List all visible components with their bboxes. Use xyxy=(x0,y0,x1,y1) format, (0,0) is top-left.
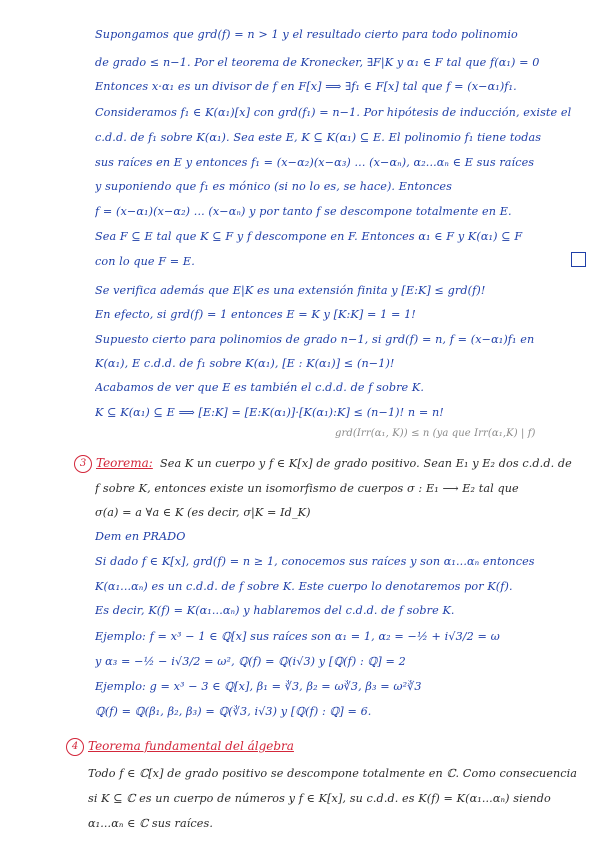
def-line-2: K(α₁...αₙ) es un c.d.d. de f sobre K. Este cuerpo lo denotaremos por K(f). xyxy=(95,580,513,593)
proof-line-4: Consideramos f₁ ∈ K(α₁)[x] con grd(f₁) = n−1. Por hipótesis de inducción, existe el xyxy=(95,106,572,119)
example-line-2: y α₃ = −½ − i√3/2 = ω², ℚ(f) = ℚ(i√3) y [ℚ(f) : ℚ] = 2 xyxy=(95,655,406,668)
dem-line: Dem en PRADO xyxy=(95,530,186,543)
degree-line-4: K(α₁), E c.d.d. de f₁ sobre K(α₁), [E : K(α₁)] ≤ (n−1)! xyxy=(95,357,395,370)
def-line-1: Si dado f ∈ K[x], grd(f) = n ≥ 1, conocemos sus raíces y son α₁...αₙ entonces xyxy=(95,555,535,568)
section-4-title: Teorema fundamental del álgebra xyxy=(88,739,294,753)
margin-note: grd(Irr(α₁, K)) ≤ n (ya que Irr(α₁,K) | f) xyxy=(335,428,536,439)
section-4-number: 4 xyxy=(66,738,84,756)
example-line-3: Ejemplo: g = x³ − 3 ∈ ℚ[x], β₁ = ∛3, β₂ = ω∛3, β₃ = ω²∛3 xyxy=(95,680,422,693)
proof-line-10: con lo que F = E. xyxy=(95,255,195,268)
fta-line-2: si K ⊆ ℂ es un cuerpo de números y f ∈ K[x], su c.d.d. es K(f) = K(α₁...αₙ) siendo xyxy=(88,792,551,805)
proof-line-5: c.d.d. de f₁ sobre K(α₁). Sea este E, K ⊆ K(α₁) ⊆ E. El polinomio f₁ tiene todas xyxy=(95,131,542,144)
theorem-line-2: f sobre K, entonces existe un isomorfismo de cuerpos σ : E₁ ⟶ E₂ tal que xyxy=(95,482,519,495)
section-3-number: 3 xyxy=(74,455,92,473)
proof-line-7: y suponiendo que f₁ es mónico (si no lo es, se hace). Entonces xyxy=(95,180,452,193)
example-line-4: ℚ(f) = ℚ(β₁, β₂, β₃) = ℚ(∛3, i√3) y [ℚ(f) : ℚ] = 6. xyxy=(95,705,372,718)
def-line-3: Es decir, K(f) = K(α₁...αₙ) y hablaremos del c.d.d. de f sobre K. xyxy=(95,604,455,617)
proof-line-1: Supongamos que grd(f) = n > 1 y el resultado cierto para todo polinomio xyxy=(95,28,518,41)
proof-line-6: sus raíces en E y entonces f₁ = (x−α₂)(x−α₃) ... (x−αₙ), α₂...αₙ ∈ E sus raíces xyxy=(95,156,535,169)
theorem-line-1: Sea K un cuerpo y f ∈ K[x] de grado positivo. Sean E₁ y E₂ dos c.d.d. de xyxy=(160,457,572,470)
degree-line-6: K ⊆ K(α₁) ⊆ E ⟹ [E:K] = [E:K(α₁)]·[K(α₁):K] ≤ (n−1)! n = n! xyxy=(95,406,444,419)
degree-line-1: Se verifica además que E|K es una extensión finita y [E:K] ≤ grd(f)! xyxy=(95,284,486,297)
theorem-line-3: σ(a) = a ∀a ∈ K (es decir, σ|K = Id_K) xyxy=(95,506,311,519)
example-line-1: Ejemplo: f = x³ − 1 ∈ ℚ[x] sus raíces son α₁ = 1, α₂ = −½ + i√3/2 = ω xyxy=(95,630,500,643)
proof-line-3: Entonces x·α₁ es un divisor de f en F[x] ⟹ ∃f₁ ∈ F[x] tal que f = (x−α₁)f₁. xyxy=(95,80,517,93)
proof-line-9: Sea F ⊆ E tal que K ⊆ F y f descompone en F. Entonces α₁ ∈ F y K(α₁) ⊆ F xyxy=(95,230,523,243)
degree-line-5: Acabamos de ver que E es también el c.d.d. de f sobre K. xyxy=(95,381,425,394)
degree-line-2: En efecto, si grd(f) = 1 entonces E = K y [K:K] = 1 = 1! xyxy=(95,308,416,321)
degree-line-3: Supuesto cierto para polinomios de grado n−1, si grd(f) = n, f = (x−α₁)f₁ en xyxy=(95,333,535,346)
fta-line-3: α₁...αₙ ∈ ℂ sus raíces. xyxy=(88,817,213,830)
qed-box-icon xyxy=(571,252,586,267)
section-3-title: Teorema: xyxy=(96,456,153,470)
proof-line-8: f = (x−α₁)(x−α₂) ... (x−αₙ) y por tanto f se descompone totalmente en E. xyxy=(95,205,512,218)
fta-line-1: Todo f ∈ ℂ[x] de grado positivo se descompone totalmente en ℂ. Como consecuencia xyxy=(88,767,578,780)
proof-line-2: de grado ≤ n−1. Por el teorema de Kronecker, ∃F|K y α₁ ∈ F tal que f(α₁) = 0 xyxy=(95,56,540,69)
